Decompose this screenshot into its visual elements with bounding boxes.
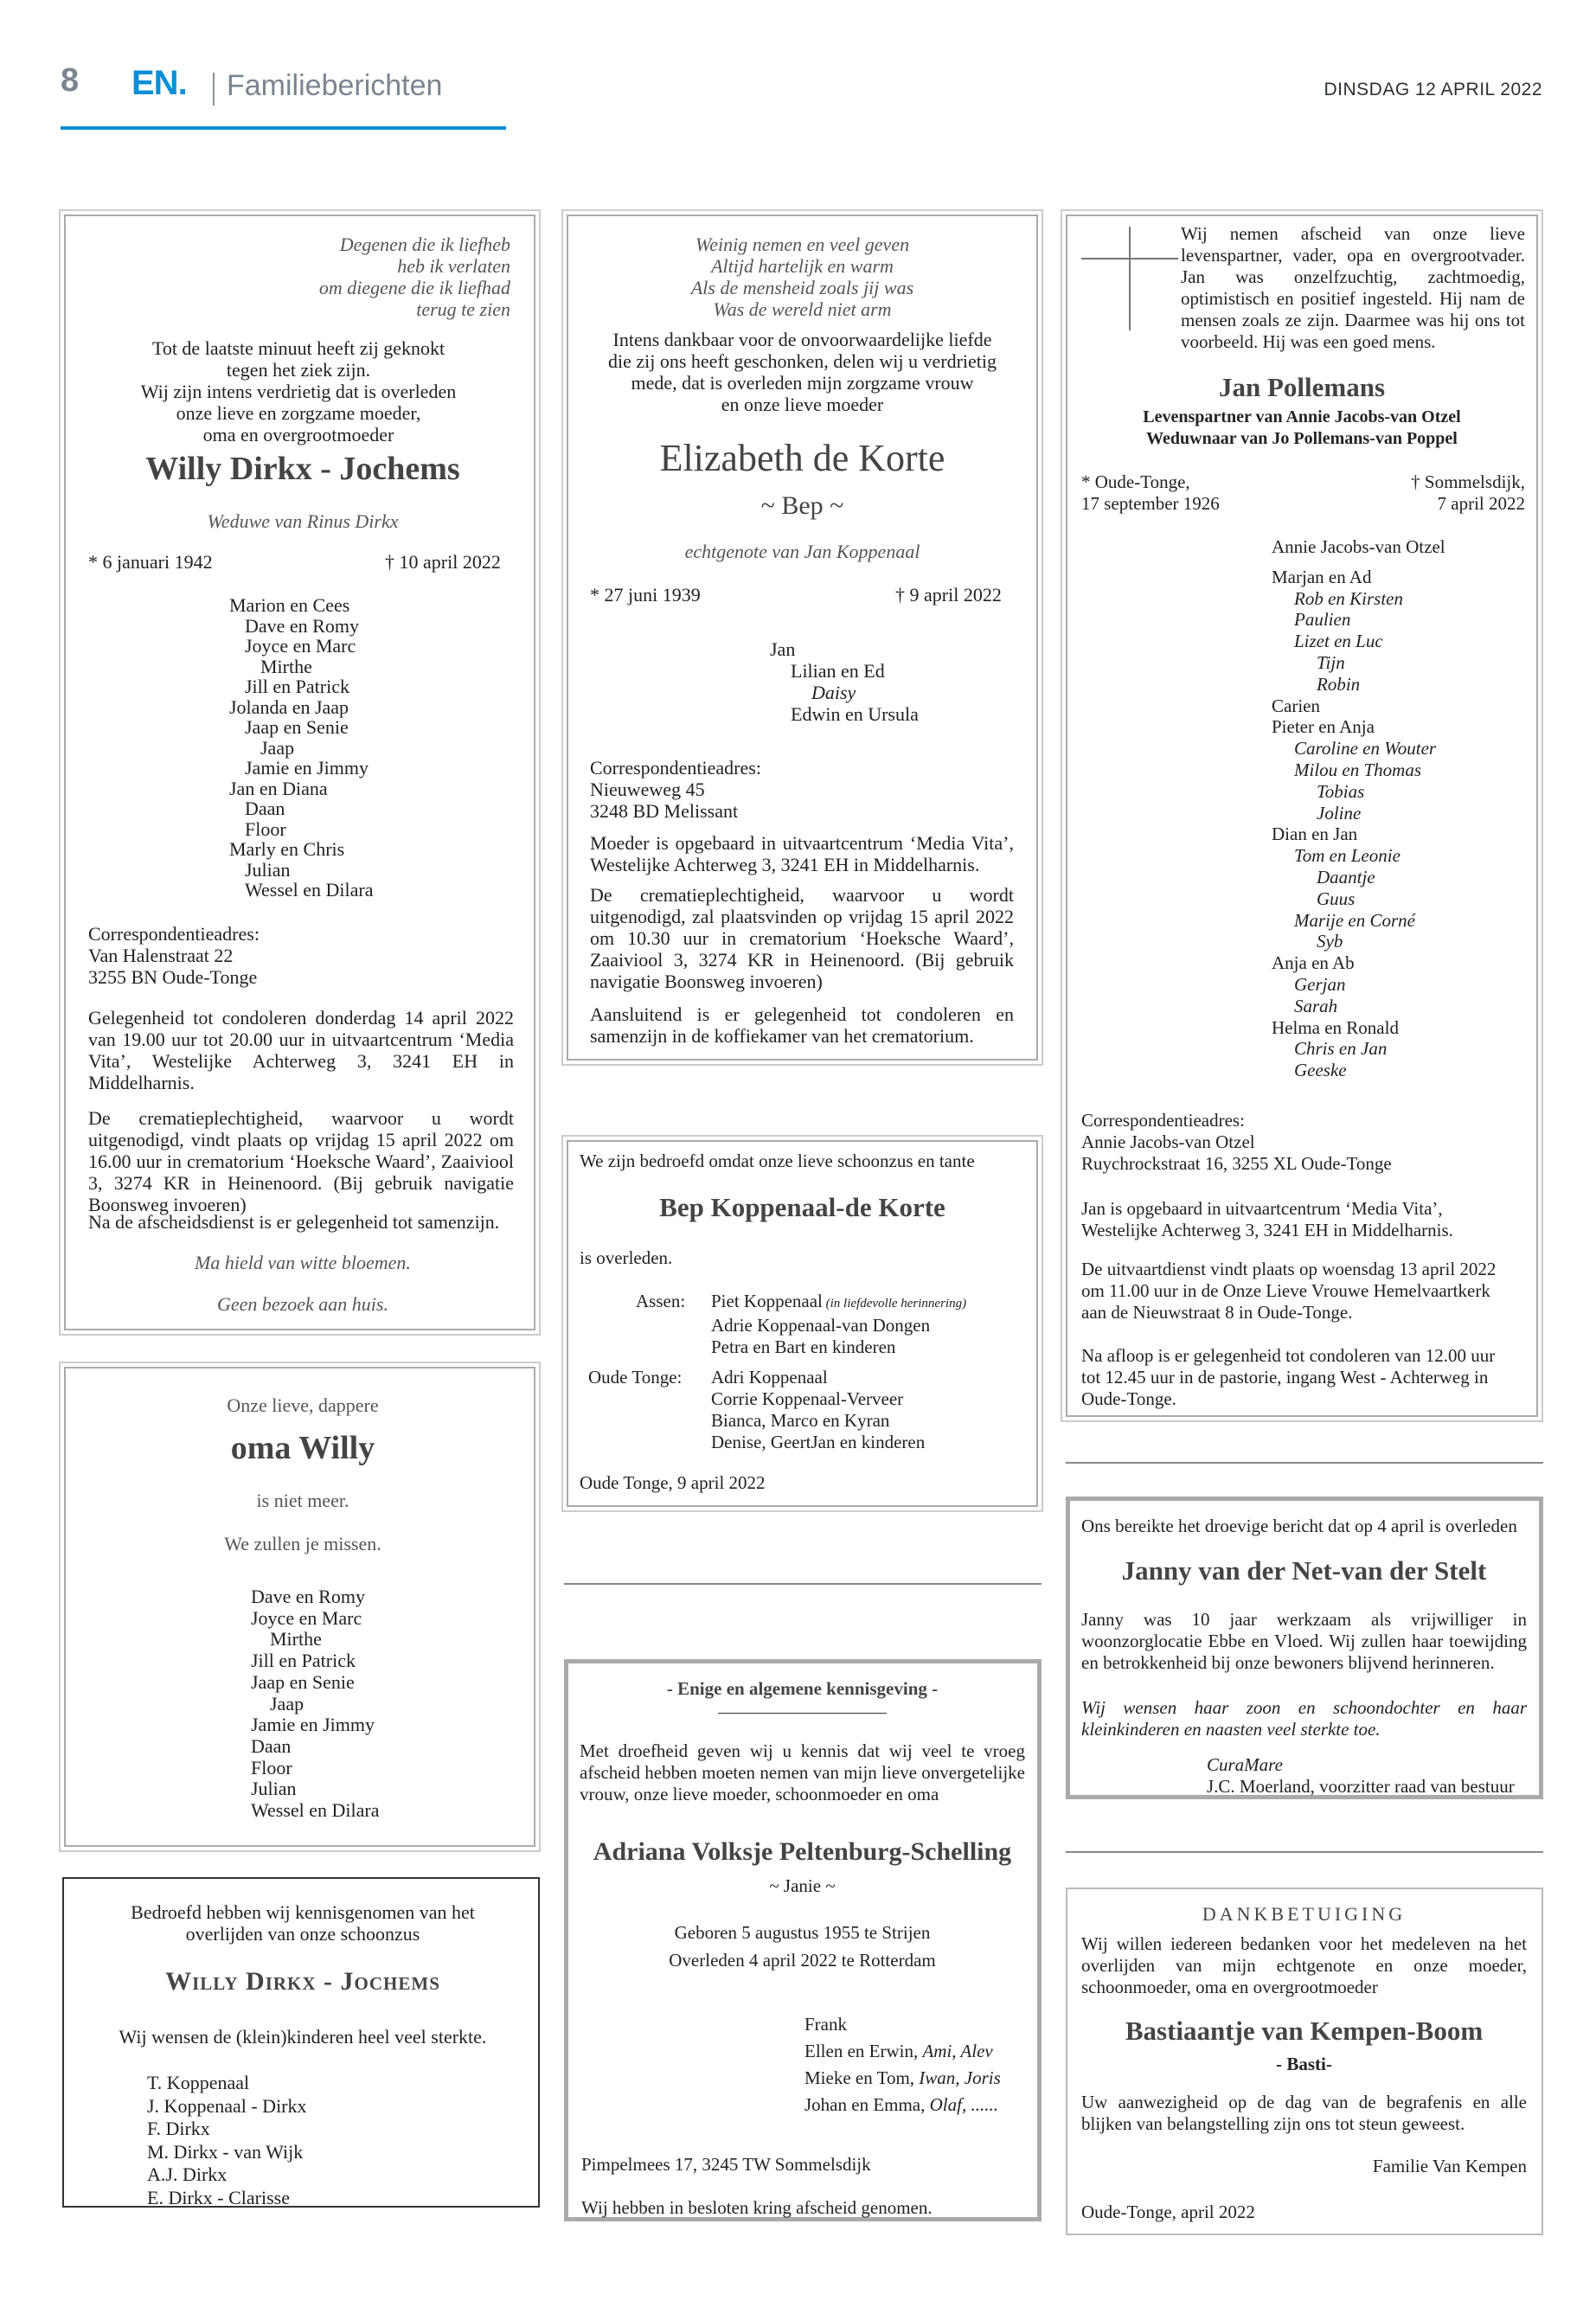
title-underline [718,1713,887,1714]
funeral-service-info [1081,1259,1496,1324]
header-underline [61,126,506,130]
intro-line: die zij ons heeft geschonken, delen wij u verdrietig [607,350,997,372]
deceased-nickname: ~ Janie ~ [769,1875,836,1896]
family-member: Dave en Romy [251,1586,365,1607]
death-info: Overleden 4 april 2022 te Rotterdam [669,1950,936,1971]
family-member: Daan [245,798,285,819]
laid-out-line: Westelijke Achterweg 3, 3241 EH in Middelharnis. [1081,1220,1453,1240]
family-member: Floor [245,817,286,840]
family-member: Sarah [1294,995,1338,1016]
family-member: Jan [770,638,796,660]
family-member: Helma en Ronald [1272,1016,1399,1038]
notice-line: is overleden. [580,1247,673,1268]
signer-org: CuraMare [1207,1754,1283,1775]
family-member: Wessel en Dilara [245,879,374,901]
address-line: 3255 BN Oude-Tonge [88,966,258,988]
family-member: Gerjan [1294,973,1346,995]
no-visit-note: Geen bezoek aan huis. [217,1293,388,1315]
family-member: Joline [1317,802,1362,824]
condolence-info: Gelegenheid tot condoleren donderdag 14 april 2022 van 19.00 uur tot 20.00 uur in uitvaartcentrum ‘Media Vita’, Westelijke Achterweg 3, 3241 EH in Middelharnis. [88,1007,514,1093]
poem-line: Weinig nemen en veel geven [695,234,910,255]
after-service-info [1081,1345,1495,1410]
family-member: Syb [1317,931,1343,952]
signer-name: J.C. Moerland, voorzitter raad van bestuur [1207,1776,1515,1797]
deceased-name: Bastiaantje van Kempen-Boom [1125,2016,1484,2046]
section-title: Familieberichten [227,69,443,102]
cross-icon [1129,227,1131,330]
family-member: Jamie en Jimmy [251,1714,375,1736]
notice-line: is niet meer. [256,1490,349,1511]
notice-intro: Onze lieve, dappere [227,1394,379,1416]
family-member: Mieke en Tom, Iwan, Joris [804,2067,1001,2088]
family-member: Dian en Jan [1272,824,1358,845]
signers-list [147,2072,307,2209]
family-member: Marly en Chris [229,838,345,860]
memorial-note: (in liefdevolle herinnering) [822,1297,967,1311]
intro-line: Bedroefd hebben wij kennisgenomen van het [131,1901,475,1923]
family-member: Milou en Thomas [1294,759,1421,780]
notice-line: We zullen je missen. [224,1533,381,1554]
service-line: De uitvaartdienst vindt plaats op woensdag 13 april 2022 [1081,1259,1497,1279]
family-member: Annie Jacobs-van Otzel [1272,536,1445,557]
death-date: 7 april 2022 [1437,493,1525,514]
laid-out-info [1081,1198,1453,1241]
poem-line: Als de mensheid zoals jij was [690,277,914,298]
notice-footer: Oude Tonge, 9 april 2022 [580,1472,766,1493]
signer-name: A.J. Dirkx [147,2163,228,2185]
family-member: Piet Koppenaal (in liefdevolle herinnering) [711,1291,967,1311]
intro-line: Tot de laatste minuut heeft zij geknokt [151,337,445,359]
family-member: Johan en Emma, Olaf, ...... [804,2094,998,2115]
notice-intro: Wij nemen afscheid van onze lieve levenspartner, vader, opa en overgrootvader. Jan was onzelfzuchtig, zachtmoedig, optimistisch en positief ingesteld. Hij nam de mensen zoals ze zijn. Daarmee was hij ons tot voorbeeld. Hij was een goed mens. [1181,223,1525,352]
family-member: Wessel en Dilara [251,1799,380,1822]
correspondence-address [88,923,260,988]
newspaper-logo: EN. [131,64,187,102]
birth-date: * 27 juni 1939 [590,584,701,606]
family-member: Dave en Romy [245,614,359,637]
family-member: Paulien [1294,609,1351,631]
address-line: Correspondentieadres: [1081,1110,1245,1131]
signer-name: J. Koppenaal - Dirkx [147,2094,307,2117]
family-member: Edwin en Ursula [791,703,919,725]
deceased-subtitle: Levenspartner van Annie Jacobs-van Otzel [1143,407,1461,426]
notice-intro [87,337,510,445]
deceased-name: Willy Dirkx - Jochems [165,1967,440,1996]
address-line: Correspondentieadres: [88,923,260,945]
deceased-subtitle: echtgenote van Jan Koppenaal [684,541,920,562]
intro-line: overlijden van onze schoonzus [185,1923,420,1945]
family-member: Guus [1317,888,1356,909]
family-list [804,2011,1001,2118]
notice-intro: We zijn bedroefd omdat onze lieve schoonzus en tante [580,1150,975,1171]
family-member: Anja en Ab [1272,952,1355,974]
family-member: Mirthe [270,1628,322,1650]
family-member: Adri Koppenaal [711,1367,828,1388]
birth-info: Geboren 5 augustus 1955 te Strijen [674,1922,931,1943]
family-member: Jill en Patrick [245,676,349,697]
intro-line: onze lieve en zorgzame moeder, [176,402,421,424]
address-line: Ruychrockstraat 16, 3255 XL Oude-Tonge [1081,1153,1392,1174]
deceased-name: Adriana Volksje Peltenburg-Schelling [593,1837,1012,1866]
service-line: aan de Nieuwstraat 8 in Oude-Tonge. [1081,1302,1353,1323]
notice-wish: Wij wensen de (klein)kinderen heel veel sterkte. [119,2026,487,2048]
notice-title: - Enige en algemene kennisgeving - [666,1678,939,1699]
flowers-note: Ma hield van witte bloemen. [195,1252,411,1273]
family-member: Joyce en Marc [251,1606,362,1629]
page-number: 8 [61,62,80,99]
notice-footer: Oude-Tonge, april 2022 [1081,2202,1255,2222]
family-member: Tijn [1317,651,1345,673]
family-member: Carien [1272,695,1320,716]
address-line: Van Halenstraat 22 [88,945,234,966]
correspondence-address [1081,1110,1392,1175]
family-list [229,595,374,901]
family-member: Chris en Jan [1294,1038,1388,1060]
family-member: Jaap en Senie [251,1670,355,1693]
cremation-info: De crematieplechtigheid, waarvoor u wordt uitgenodigd, zal plaatsvinden op vrijdag 15 april 2022 om 10.30 uur in crematorium ‘Hoeksche Waard’, Zaaiviool 3, 3274 KR in Heinenoord. (Bij gebruik navigatie Boonsweg invoeren) [590,884,1014,992]
family-member: Jill en Patrick [251,1650,356,1672]
family-member: Pieter en Anja [1272,716,1375,738]
poem-line: om diegene die ik liefhad [318,277,510,298]
death-date: † 9 april 2022 [895,584,1002,606]
family-member: Mirthe [260,655,312,677]
signer-name: Familie Van Kempen [1372,2156,1527,2176]
family-member: Tobias [1317,780,1365,802]
notice-intro: Met droefheid geven wij u kennis dat wij veel te vroeg afscheid hebben moeten nemen van mijn lieve onvergetelijke vrouw, onze lieve moeder, schoonmoeder en oma [580,1740,1025,1804]
laid-out-info: Moeder is opgebaard in uitvaartcentrum ‘Media Vita’, Westelijke Achterweg 3, 3241 EH in Middelharnis. [590,832,1014,875]
family-member: Julian [251,1778,297,1800]
address: Pimpelmees 17, 3245 TW Sommelsdijk [581,2154,871,2175]
notice-wish: Wij wensen haar zoon en schoondochter en haar kleinkinderen en naasten veel sterkte toe. [1081,1697,1527,1740]
notice-note: Wij hebben in besloten kring afscheid genomen. [581,2197,933,2218]
family-member: Robin [1317,673,1361,695]
intro-line: Intens dankbaar voor de onvoorwaardelijke liefde [612,329,992,350]
deceased-name: Jan Pollemans [1218,372,1386,402]
poem-line: Altijd hartelijk en warm [711,255,894,277]
separator [564,1583,1042,1585]
family-member: Daan [251,1734,292,1757]
after-line: tot 12.45 uur in de pastorie, ingang West - Achterweg in [1081,1367,1489,1388]
intro-line: mede, dat is overleden mijn zorgzame vrouw [631,372,974,394]
notice-poem [87,234,510,320]
deceased-name: Willy Dirkx - Jochems [145,451,460,487]
notice-intro [580,329,1025,415]
intro-line: Wij zijn intens verdrietig dat is overleden [140,381,457,402]
family-member: Jamie en Jimmy [245,757,369,779]
correspondence-address [590,757,761,822]
family-member: Bianca, Marco en Kyran [711,1410,890,1431]
place-label: Oude Tonge: [588,1367,683,1388]
notice-text: Uw aanwezigheid op de dag van de begrafenis en alle blijken van belangstelling zijn ons tot steun geweest. [1081,2092,1527,2134]
birth-date: * 6 januari 1942 [88,551,213,573]
family-member: Geeske [1294,1060,1347,1081]
notice-title: DANKBETUIGING [1202,1903,1407,1925]
poem-line: heb ik verlaten [397,255,510,277]
family-member: Jaap [270,1692,304,1715]
family-member: Tom en Leonie [1294,845,1401,867]
notice-text: Janny was 10 jaar werkzaam als vrijwilliger in woonzorglocatie Ebbe en Vloed. Wij zullen haar toewijding en betrokkenheid bij onze bewoners blijvend herinneren. [1081,1609,1527,1673]
signer-name: T. Koppenaal [147,2072,250,2093]
poem-line: Degenen die ik liefheb [339,234,510,255]
family-member: Marjan en Ad [1272,566,1372,587]
signer-name: E. Dirkx - Clarisse [147,2186,290,2208]
family-member: Jan en Diana [229,777,328,799]
family-list [1272,536,1445,1081]
family-member: Frank [804,2014,847,2035]
after-service-info: Na de afscheidsdienst is er gelegenheid tot samenzijn. [88,1211,500,1233]
family-member: Lizet en Luc [1294,631,1383,652]
intro-line: oma en overgrootmoeder [202,424,394,445]
service-line: om 11.00 uur in de Onze Lieve Vrouwe Hemelvaartkerk [1081,1280,1490,1301]
signer-name: F. Dirkx [147,2118,210,2139]
birth-place: * Oude-Tonge, [1081,471,1190,492]
family-member: Daisy [811,682,856,703]
death-place: † Sommelsdijk, [1411,471,1525,492]
family-list [770,638,919,725]
deceased-name: Elizabeth de Korte [659,437,945,479]
deceased-subtitle: Weduwe van Rinus Dirkx [207,510,399,532]
deceased-name: Janny van der Net-van der Stelt [1121,1555,1487,1586]
family-list [711,1367,925,1453]
poem-line: Was de wereld niet arm [713,298,892,320]
place-label: Assen: [636,1291,686,1311]
issue-date: DINSDAG 12 APRIL 2022 [1324,80,1542,99]
family-member: Marion en Cees [229,594,350,616]
family-member: Floor [251,1756,292,1779]
family-member: Joyce en Marc [245,635,356,657]
family-list [711,1291,966,1358]
family-member: Adrie Koppenaal-van Dongen [711,1315,931,1336]
deceased-name: Bep Koppenaal-de Korte [659,1192,945,1222]
cross-icon-bar [1081,258,1178,260]
notice-intro: Wij willen iedereen bedanken voor het medeleven na het overlijden van mijn echtgenote en onze moeder, schoonmoeder, oma en overgrootmoeder [1081,1933,1527,1997]
after-line: Oude-Tonge. [1081,1388,1176,1409]
notice-intro [78,1901,528,1945]
intro-line: tegen het ziek zijn. [226,359,371,381]
separator [1066,1851,1543,1853]
family-list [251,1586,380,1822]
family-member: Marije en Corné [1294,909,1415,931]
family-member: Denise, GeertJan en kinderen [711,1432,926,1452]
family-member: Lilian en Ed [791,660,885,682]
deceased-subtitle: Weduwnaar van Jo Pollemans-van Poppel [1146,429,1458,448]
birth-date: 17 september 1926 [1081,493,1220,514]
notice-intro: Ons bereikte het droevige bericht dat op 4 april is overleden [1081,1516,1517,1536]
address-line: Correspondentieadres: [590,757,761,779]
deceased-name: oma Willy [230,1430,375,1466]
signer-name: M. Dirkx - van Wijk [147,2140,304,2163]
after-line: Na afloop is er gelegenheid tot condoleren van 12.00 uur [1081,1345,1496,1366]
family-member: Corrie Koppenaal-Verveer [711,1388,904,1409]
header-divider [213,73,215,106]
poem-line: terug te zien [416,298,510,320]
family-member: Daantje [1317,866,1375,888]
family-member: Ellen en Erwin, Ami, Alev [804,2041,993,2061]
family-member: Rob en Kirsten [1294,587,1403,609]
death-date: † 10 april 2022 [385,551,501,573]
separator [1066,1462,1543,1464]
laid-out-line: Jan is opgebaard in uitvaartcentrum ‘Media Vita’, [1081,1198,1443,1219]
deceased-nickname: - Basti- [1276,2054,1332,2074]
family-member: Jaap en Senie [245,716,349,738]
after-service-info: Aansluitend is er gelegenheid tot condoleren en samenzijn in de koffiekamer van het crematorium. [590,1003,1014,1047]
family-member: Jolanda en Jaap [229,695,349,718]
address-line: 3248 BD Melissant [590,800,739,822]
deceased-nickname: ~ Bep ~ [760,491,844,520]
family-member: Julian [245,858,291,881]
address-line: Annie Jacobs-van Otzel [1081,1131,1255,1152]
family-member: Petra en Bart en kinderen [711,1336,896,1357]
cremation-info: De crematieplechtigheid, waarvoor u wordt uitgenodigd, vindt plaats op vrijdag 15 april 2022 om 16.00 uur in crematorium ‘Hoeksche Waard’, Zaaiviool 3, 3274 KR in Heinenoord. (Bij gebruik navigatie Boonsweg invoeren) [88,1107,514,1215]
family-member: Caroline en Wouter [1294,738,1437,760]
notice-poem [580,234,1025,320]
address-line: Nieuweweg 45 [590,779,705,800]
family-member: Jaap [260,736,295,759]
intro-line: en onze lieve moeder [721,394,884,415]
